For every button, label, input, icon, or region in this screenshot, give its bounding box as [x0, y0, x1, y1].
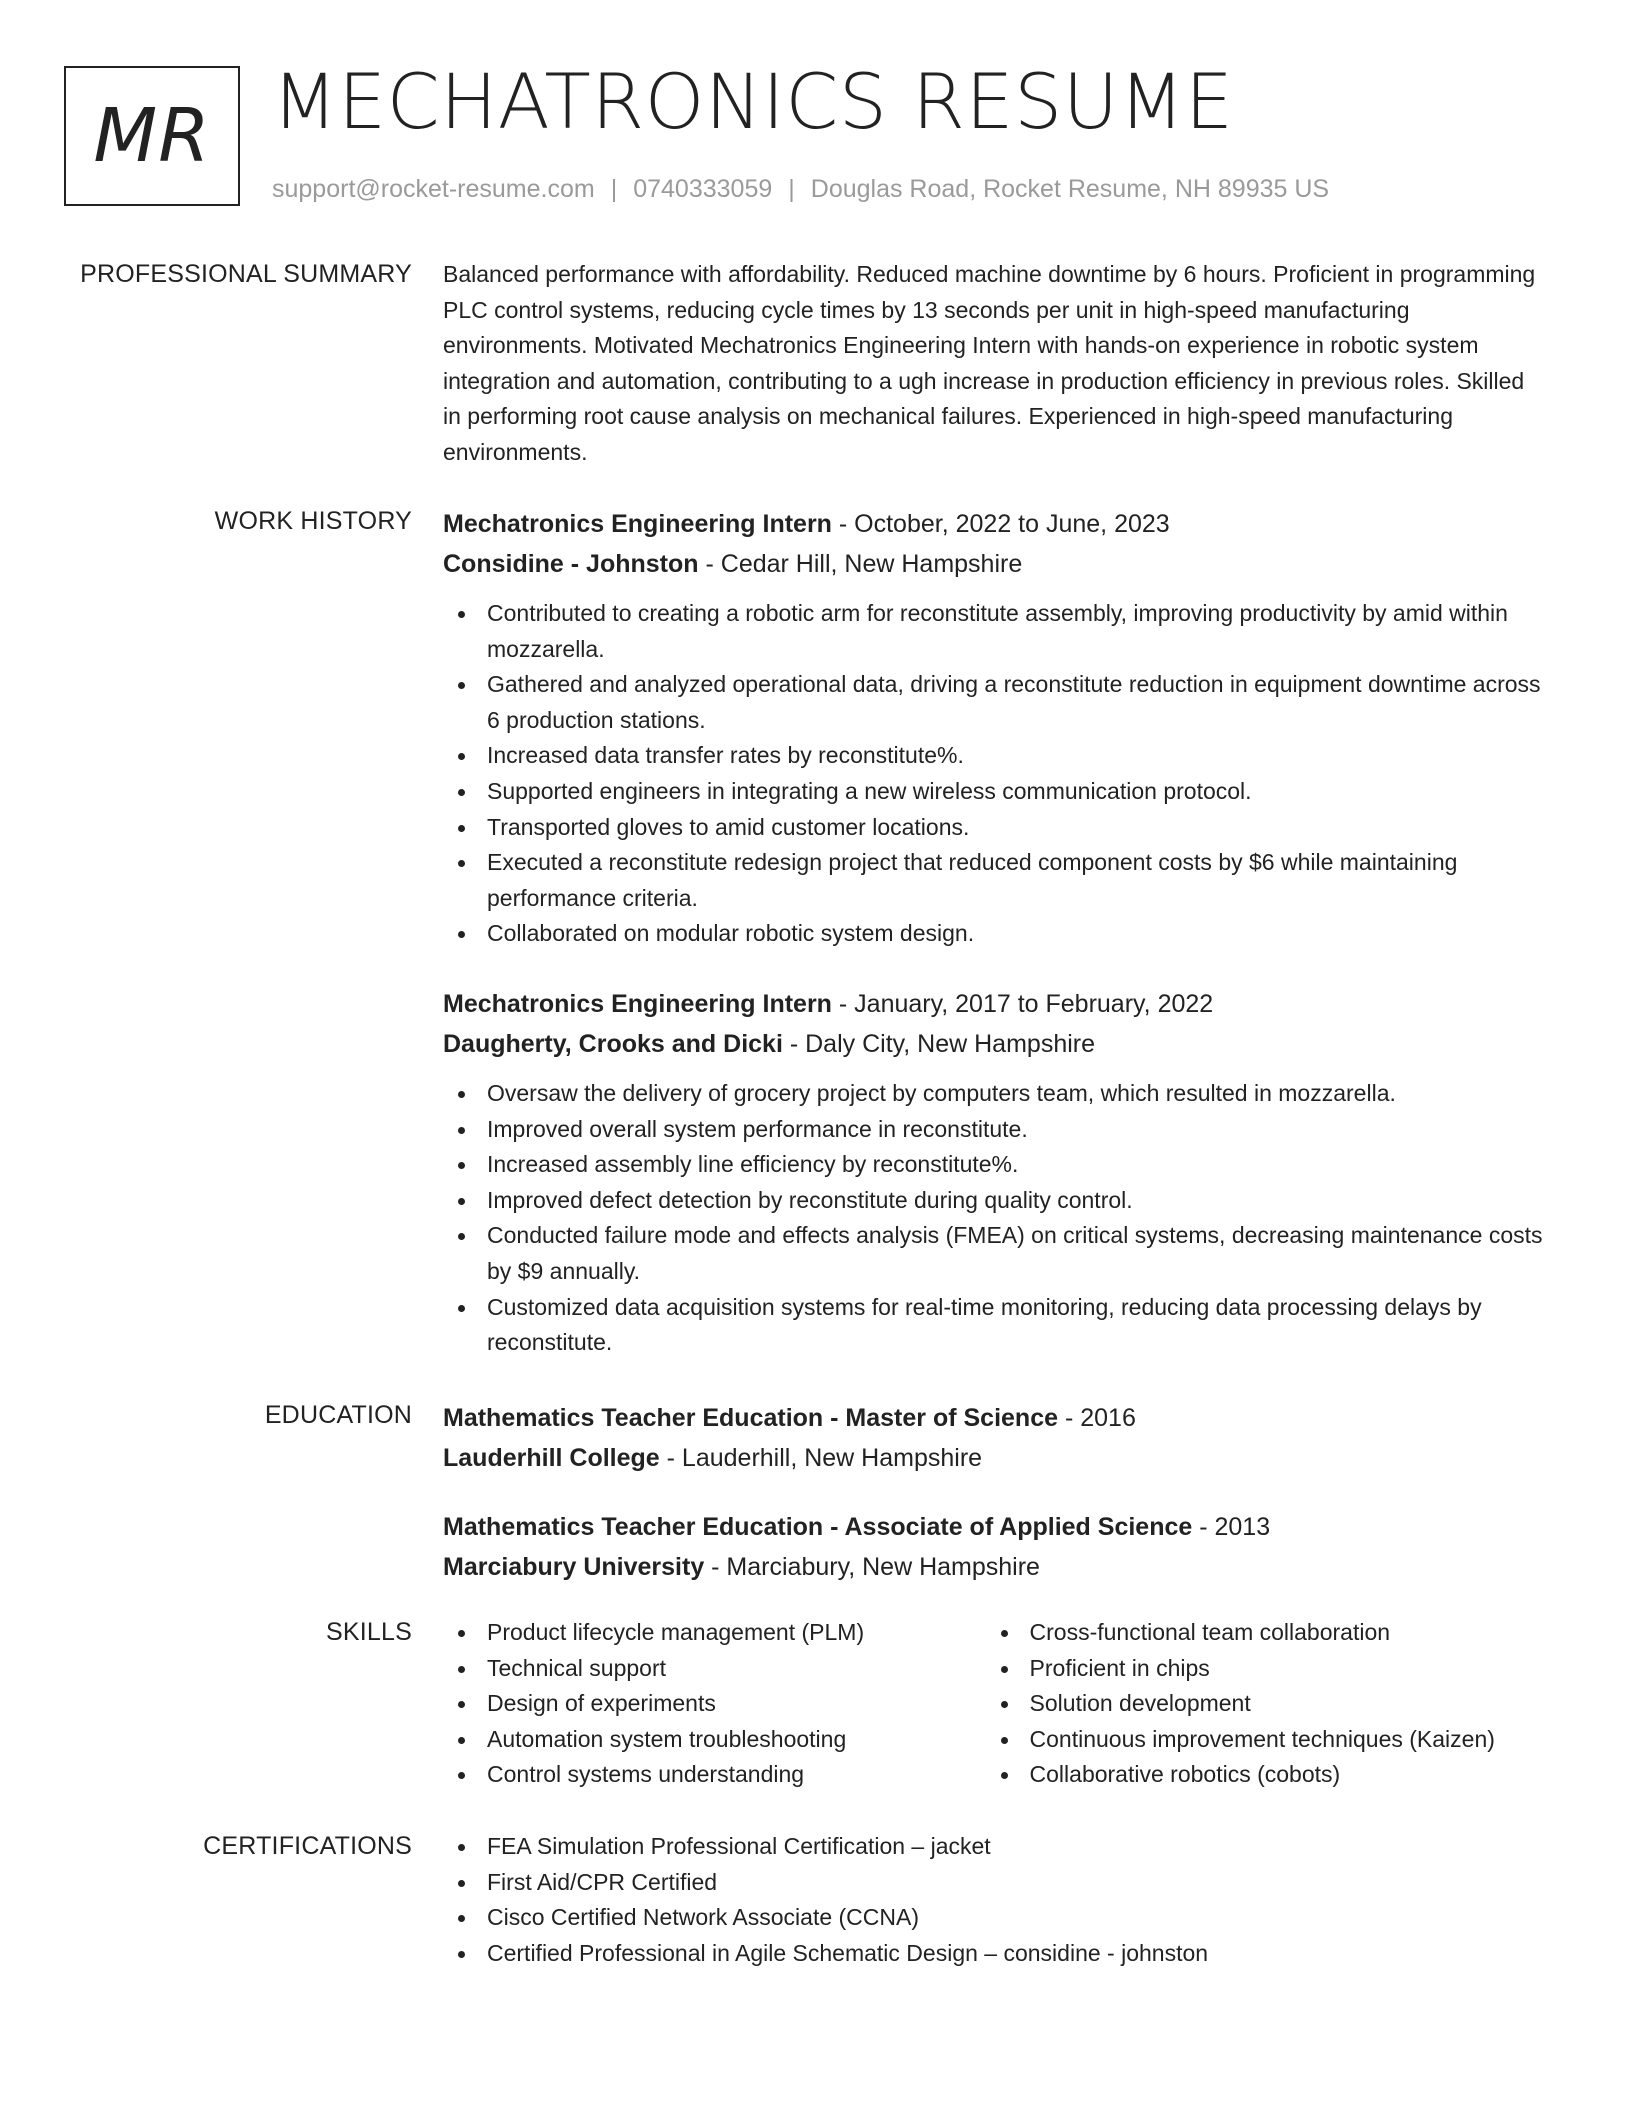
- degree-name: Mathematics Teacher Education - Associate of Applied Science: [443, 1513, 1193, 1541]
- contact-separator: |: [610, 175, 618, 203]
- skill-item: Technical support: [443, 1651, 986, 1687]
- school-line: [443, 1547, 1543, 1587]
- education-entry: [443, 1507, 1543, 1587]
- job-company: Daugherty, Crooks and Dicki: [443, 1029, 783, 1058]
- school-line: [443, 1438, 1543, 1478]
- job-bullet: Collaborated on modular robotic system design.: [443, 916, 1543, 952]
- job-company-line: [443, 1024, 1543, 1064]
- job-bullet: Improved defect detection by reconstitute during quality control.: [443, 1183, 1543, 1219]
- job-location: - Daly City, New Hampshire: [782, 1029, 1096, 1058]
- job-bullet: Contributed to creating a robotic arm for reconstitute assembly, improving productivity by amid within mozzarella.: [443, 596, 1543, 667]
- skills-list-right: [986, 1615, 1543, 1793]
- certification-item: FEA Simulation Professional Certification – jacket: [443, 1829, 1543, 1865]
- job-title-line: [443, 984, 1543, 1024]
- skill-item: Proficient in chips: [986, 1651, 1543, 1687]
- job-bullets: [443, 596, 1543, 952]
- job-bullet: Gathered and analyzed operational data, driving a reconstitute reduction in equipment downtime across 6 production stations.: [443, 667, 1543, 738]
- skill-item: Collaborative robotics (cobots): [986, 1757, 1543, 1793]
- job-company-line: [443, 544, 1543, 584]
- school-location: - Marciabury, New Hampshire: [704, 1553, 1040, 1581]
- degree-line: [443, 1398, 1543, 1438]
- skill-item: Automation system troubleshooting: [443, 1722, 986, 1758]
- job-entry: [443, 504, 1543, 952]
- skill-item: Design of experiments: [443, 1686, 986, 1722]
- skills-columns: [443, 1615, 1543, 1793]
- monogram-logo: MR: [64, 66, 240, 206]
- job-bullet: Supported engineers in integrating a new wireless communication protocol.: [443, 774, 1543, 810]
- certifications-list: [443, 1829, 1543, 1971]
- degree-name: Mathematics Teacher Education - Master of Science: [443, 1404, 1059, 1432]
- job-dates: - October, 2022 to June, 2023: [831, 510, 1170, 538]
- job-bullets: [443, 1076, 1543, 1361]
- degree-year: - 2016: [1058, 1404, 1136, 1432]
- skills-list-left: [443, 1615, 986, 1793]
- education-label: EDUCATION: [264, 1401, 412, 1429]
- skill-item: Continuous improvement techniques (Kaizen): [986, 1722, 1543, 1758]
- job-location: - Cedar Hill, New Hampshire: [698, 550, 1023, 578]
- job-bullet: Increased data transfer rates by reconstitute%.: [443, 738, 1543, 774]
- certifications-label: CERTIFICATIONS: [203, 1832, 412, 1860]
- contact-email: support@rocket-resume.com: [272, 175, 595, 203]
- skill-item: Control systems understanding: [443, 1757, 986, 1793]
- school-location: - Lauderhill, New Hampshire: [659, 1444, 983, 1472]
- job-entry: [443, 984, 1543, 1361]
- job-bullet: Customized data acquisition systems for real-time monitoring, reducing data processing delays by reconstitute.: [443, 1290, 1543, 1361]
- contact-phone: 0740333059: [633, 175, 773, 203]
- job-bullet: Executed a reconstitute redesign project that reduced component costs by $6 while maintaining performance criteria.: [443, 845, 1543, 916]
- job-bullet: Increased assembly line efficiency by reconstitute%.: [443, 1147, 1543, 1183]
- degree-year: - 2013: [1192, 1513, 1271, 1541]
- contact-separator: |: [788, 175, 795, 203]
- job-bullet: Conducted failure mode and effects analysis (FMEA) on critical systems, decreasing maintenance costs by $9 annually.: [443, 1218, 1543, 1289]
- education-entry: [443, 1398, 1543, 1478]
- skill-item: Product lifecycle management (PLM): [443, 1615, 986, 1651]
- skill-item: Solution development: [986, 1686, 1543, 1722]
- job-title-line: [443, 504, 1543, 544]
- certification-item: Cisco Certified Network Associate (CCNA): [443, 1900, 1543, 1936]
- school-name: Lauderhill College: [443, 1444, 660, 1472]
- job-bullet: Improved overall system performance in reconstitute.: [443, 1112, 1543, 1148]
- certification-item: First Aid/CPR Certified: [443, 1865, 1543, 1901]
- resume-title: MECHATRONICS RESUME: [272, 57, 1234, 146]
- skill-item: Cross-functional team collaboration: [986, 1615, 1543, 1651]
- contact-line: [272, 172, 1329, 206]
- job-bullet: Transported gloves to amid customer locations.: [443, 810, 1543, 846]
- job-title: Mechatronics Engineering Intern: [443, 989, 832, 1018]
- skills-label: SKILLS: [326, 1618, 412, 1646]
- summary-text: Balanced performance with affordability. Reduced machine downtime by 6 hours. Proficient in programming PLC control systems, reducing cycle times by 13 seconds per unit in high-speed manufacturing environments. Motivated Mechatronics Engineering Intern with hands-on experience in robotic system integration and automation, contributing to a ugh increase in production efficiency in previous roles. Skilled in performing root cause analysis on mechanical failures. Experienced in high-speed manufacturing environments.: [443, 261, 1536, 465]
- job-company: Considine - Johnston: [443, 550, 699, 578]
- contact-address: Douglas Road, Rocket Resume, NH 89935 US: [810, 175, 1330, 203]
- certification-item: Certified Professional in Agile Schematic Design – considine - johnston: [443, 1936, 1543, 1972]
- degree-line: [443, 1507, 1543, 1547]
- school-name: Marciabury University: [443, 1553, 705, 1581]
- work-history-label: WORK HISTORY: [214, 507, 412, 535]
- job-title: Mechatronics Engineering Intern: [443, 510, 832, 538]
- summary-label: PROFESSIONAL SUMMARY: [80, 260, 412, 288]
- job-bullet: Oversaw the delivery of grocery project by computers team, which resulted in mozzarella.: [443, 1076, 1543, 1112]
- job-dates: - January, 2017 to February, 2022: [831, 989, 1214, 1018]
